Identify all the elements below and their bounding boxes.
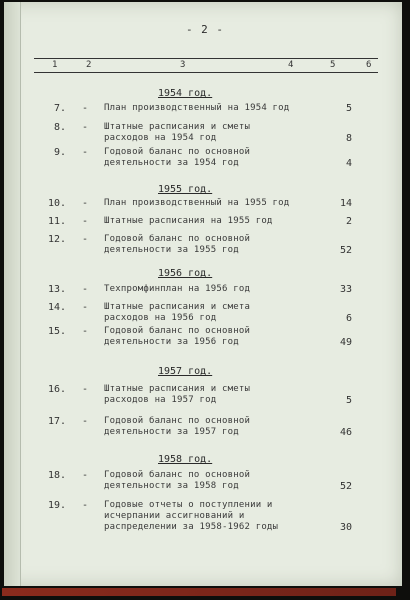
item-number: 10. (47, 198, 66, 209)
column-header-5: 5 (330, 60, 336, 70)
item-dash: - (82, 103, 89, 114)
item-title: Годовой баланс по основной деятельности за 1958 год (104, 470, 251, 491)
item-title: План производственный на 1955 год (104, 198, 290, 208)
item-title: Техпромфинплан на 1956 год (104, 284, 251, 294)
item-number: 19. (47, 500, 66, 511)
item-sheet-count: 6 (345, 313, 352, 324)
section-year-heading: 1958 год. (158, 454, 213, 465)
column-header-1: 1 (52, 60, 58, 70)
item-dash: - (82, 416, 89, 427)
item-sheet-count: 14 (339, 198, 352, 209)
item-number: 15. (47, 326, 66, 337)
item-sheet-count: 30 (339, 522, 352, 533)
item-title: Штатные расписания и сметы расходов на 1957 год (104, 384, 251, 405)
item-title: Штатные расписания и сметы расходов на 1954 год (104, 122, 251, 143)
item-dash: - (82, 234, 89, 245)
item-dash: - (82, 500, 89, 511)
item-dash: - (82, 470, 89, 481)
section-year-heading: 1954 год. (158, 88, 213, 99)
column-header-3: 3 (180, 60, 186, 70)
item-dash: - (82, 216, 89, 227)
section-year-heading: 1956 год. (158, 268, 213, 279)
item-sheet-count: 52 (339, 481, 352, 492)
item-dash: - (82, 122, 89, 133)
item-dash: - (82, 198, 89, 209)
binding-edge (4, 2, 21, 586)
red-border-strip (2, 588, 396, 596)
item-dash: - (82, 326, 89, 337)
item-dash: - (82, 147, 89, 158)
item-sheet-count: 52 (339, 245, 352, 256)
column-header-4: 4 (288, 60, 294, 70)
item-number: 13. (47, 284, 66, 295)
item-number: 9. (53, 147, 66, 158)
item-title: Годовой баланс по основной деятельности за 1956 год (104, 326, 251, 347)
item-title: План производственный на 1954 год (104, 103, 290, 113)
page-number: - 2 - (185, 23, 225, 36)
item-title: Годовые отчеты о поступлении и исчерпании ассигнований и распределении за 1958-1962 годы (104, 500, 279, 532)
item-number: 11. (47, 216, 66, 227)
item-title: Штатные расписания и смета расходов на 1956 год (104, 302, 251, 323)
item-title: Годовой баланс по основной деятельности за 1954 год (104, 147, 251, 168)
item-number: 12. (47, 234, 66, 245)
section-year-heading: 1955 год. (158, 184, 213, 195)
item-sheet-count: 5 (345, 103, 352, 114)
column-header-2: 2 (86, 60, 92, 70)
column-header-6: 6 (366, 60, 372, 70)
item-sheet-count: 8 (345, 133, 352, 144)
item-title: Годовой баланс по основной деятельности за 1955 год (104, 234, 251, 255)
item-number: 8. (53, 122, 66, 133)
item-sheet-count: 33 (339, 284, 352, 295)
item-dash: - (82, 302, 89, 313)
item-title: Штатные расписания на 1955 год (104, 216, 273, 226)
item-dash: - (82, 284, 89, 295)
item-dash: - (82, 384, 89, 395)
table-top-rule (34, 58, 378, 59)
item-sheet-count: 5 (345, 395, 352, 406)
item-sheet-count: 46 (339, 427, 352, 438)
section-year-heading: 1957 год. (158, 366, 213, 377)
item-sheet-count: 4 (345, 158, 352, 169)
item-title: Годовой баланс по основной деятельности за 1957 год (104, 416, 251, 437)
item-number: 14. (47, 302, 66, 313)
table-header-rule (34, 72, 378, 73)
item-sheet-count: 2 (345, 216, 352, 227)
item-number: 17. (47, 416, 66, 427)
item-sheet-count: 49 (339, 337, 352, 348)
item-number: 16. (47, 384, 66, 395)
item-number: 18. (47, 470, 66, 481)
item-number: 7. (53, 103, 66, 114)
